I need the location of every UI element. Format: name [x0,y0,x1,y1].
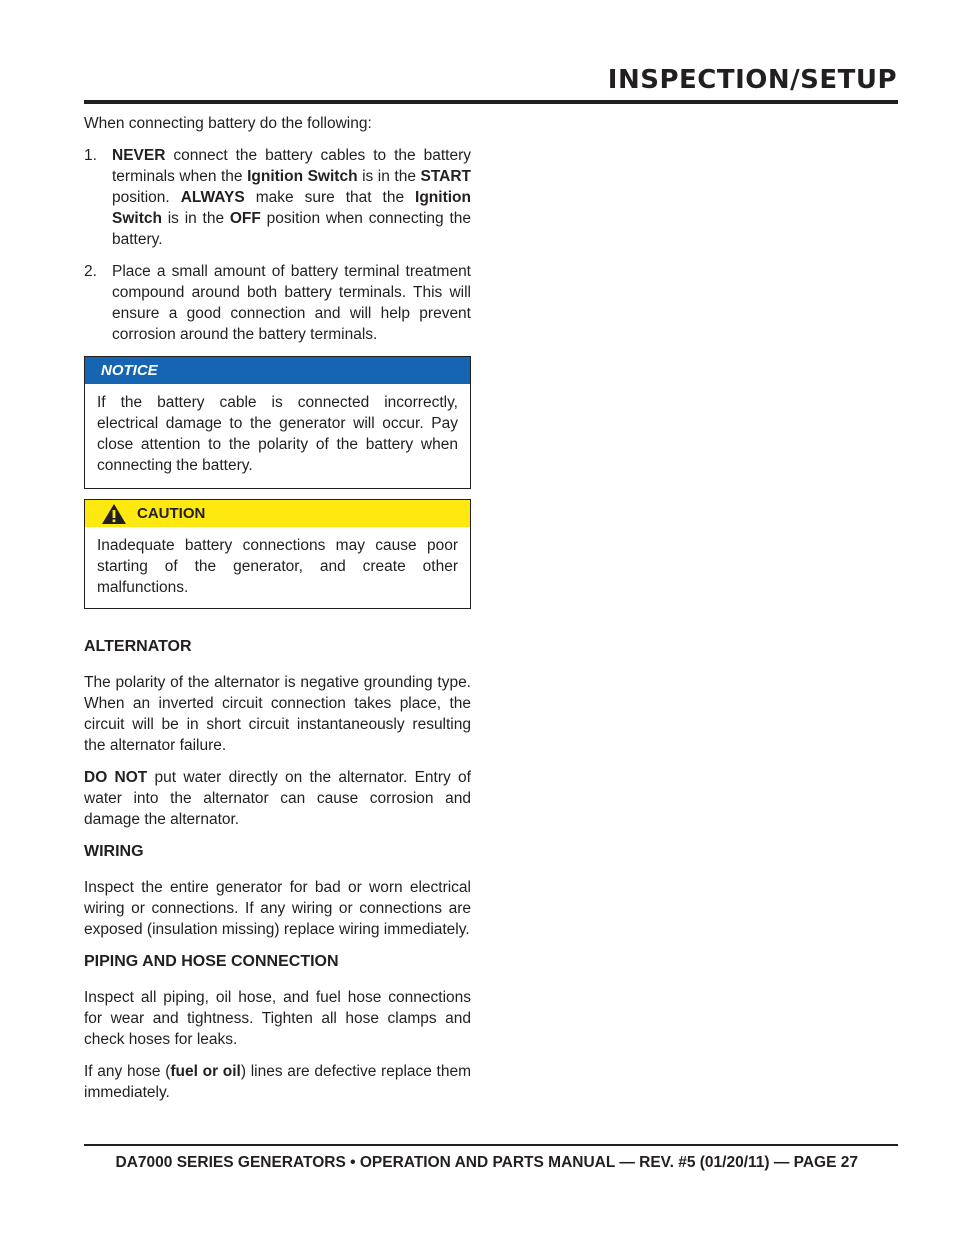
caution-label: CAUTION [137,505,206,522]
piping-heading: PIPING AND HOSE CONNECTION [84,953,339,970]
caution-box [84,499,471,609]
alternator-paragraph: The polarity of the alternator is negative grounding type. When an inverted circuit connection takes place, the circuit will be in short circuit instantaneously resulting the alternator failure. [84,674,471,754]
header-rule [84,100,898,104]
hose-defect-paragraph: If any hose (fuel or oil) lines are defective replace them immediately. [84,1063,472,1101]
page-footer: DA7000 SERIES GENERATORS • OPERATION AND PARTS MANUAL — REV. #5 (01/20/11) — PAGE 27 [115,1154,858,1171]
footer-rule [84,1144,898,1146]
battery-steps-list [84,145,471,345]
notice-box [84,356,471,489]
notice-header: NOTICE [85,357,470,384]
step-number: 2. [84,263,97,280]
caution-text: Inadequate battery connections may cause poor starting of the generator, and create other malfunctions. [97,537,458,596]
intro-text: When connecting battery do the following: [84,115,372,132]
step-text: Place a small amount of battery terminal treatment compound around both battery terminals. This will ensure a good connection and will help prevent corrosion around the battery terminals. [112,263,471,343]
wiring-heading: WIRING [84,843,144,860]
warning-triangle-icon [101,503,127,525]
step-number: 1. [84,147,97,164]
wiring-paragraph: Inspect the entire generator for bad or worn electrical wiring or connections. If any wiring or connections are exposed (insulation missing) replace wiring immediately. [84,879,471,938]
alternator-warning-paragraph: DO NOT put water directly on the alternator. Entry of water into the alternator can cause corrosion and damage the alternator. [84,769,471,828]
piping-paragraph: Inspect all piping, oil hose, and fuel hose connections for wear and tightness. Tighten all hose clamps and check hoses for leaks. [84,989,471,1048]
step-text: NEVER connect the battery cables to the battery terminals when the Ignition Switch is in the START position. ALWAYS make sure that the Ignition Switch is in the OFF position when connecting the battery. [112,147,472,248]
list-item [84,261,471,345]
alternator-heading: ALTERNATOR [84,638,192,655]
page-title: INSPECTION/SETUP [607,65,897,95]
notice-text: If the battery cable is connected incorrectly, electrical damage to the generator will occur. Pay close attention to the polarity of the battery when connecting the battery. [97,394,458,474]
caution-header [85,500,470,527]
list-item [84,145,471,250]
content-column [84,113,471,1114]
